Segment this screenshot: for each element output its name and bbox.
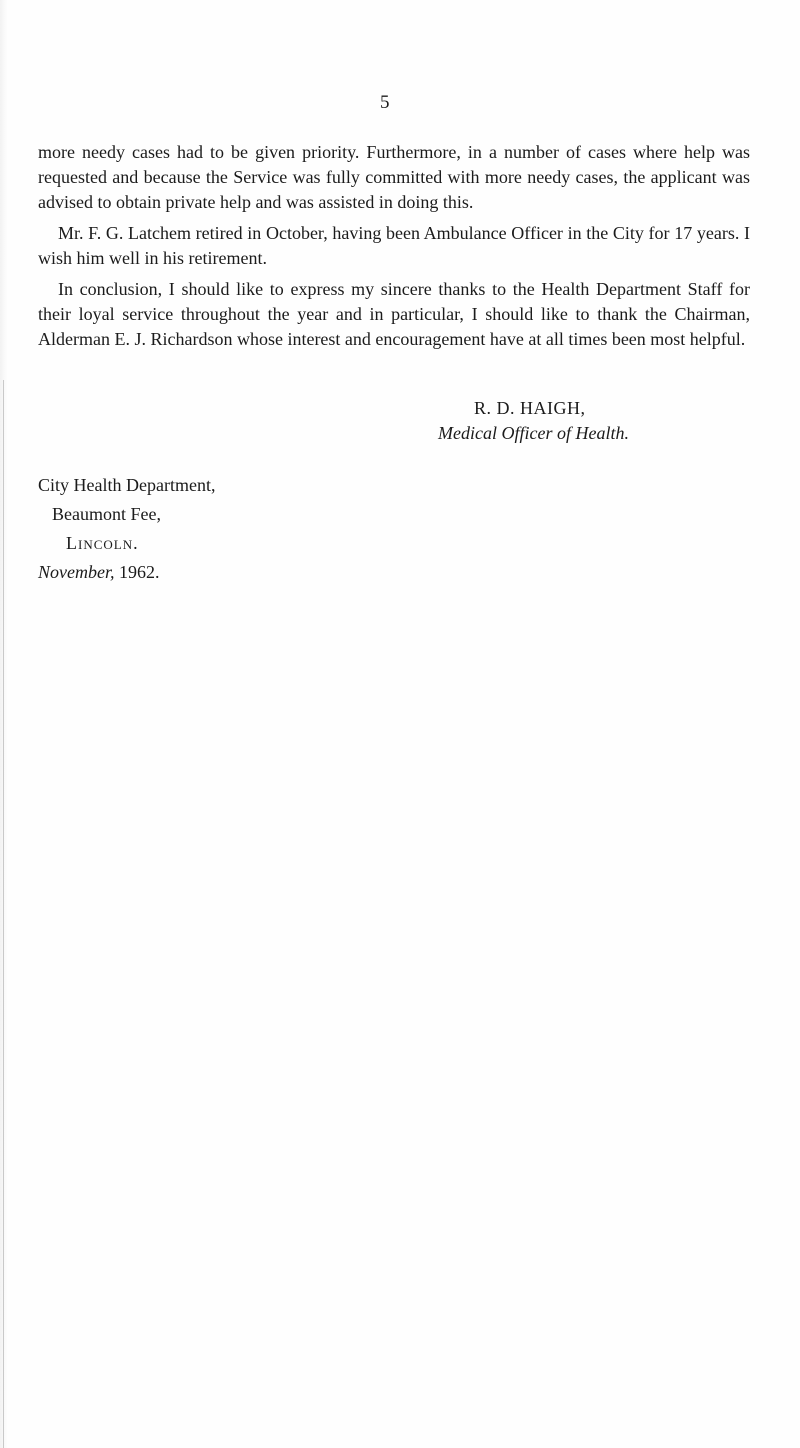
page-edge-shadow	[0, 0, 8, 1448]
date-month: November,	[38, 562, 115, 582]
signatory-name: R. D. HAIGH,	[474, 398, 586, 418]
paragraph-continuation: more needy cases had to be given priority. Furthermore, in a number of cases where help was requested and because the Service was fully committed with more needy cases, the applicant was advised to obtain private help and was assisted in doing this.	[38, 142, 750, 212]
page-number: 5	[380, 92, 390, 113]
address-block	[38, 471, 215, 587]
paragraph-latchem-retirement: Mr. F. G. Latchem retired in October, having been Ambulance Officer in the City for 17 years. I wish him well in his retirement.	[38, 223, 750, 268]
date-line	[38, 558, 215, 587]
date-year: 1962.	[118, 562, 160, 582]
signatory-title: Medical Officer of Health.	[438, 423, 629, 443]
address-line-department: City Health Department,	[38, 475, 216, 495]
address-line-street: Beaumont Fee,	[52, 504, 161, 524]
paragraph-conclusion: In conclusion, I should like to express my sincere thanks to the Health Department Staff for their loyal service throughout the year and in particular, I should like to thank the Chairman, Alderman E. J. Richardson whose interest and encouragement have at all times been most helpful.	[38, 279, 750, 349]
binding-line	[3, 380, 4, 1448]
address-line-city: Lincoln.	[66, 533, 139, 553]
body-text	[38, 140, 750, 358]
signature-block	[400, 396, 760, 446]
